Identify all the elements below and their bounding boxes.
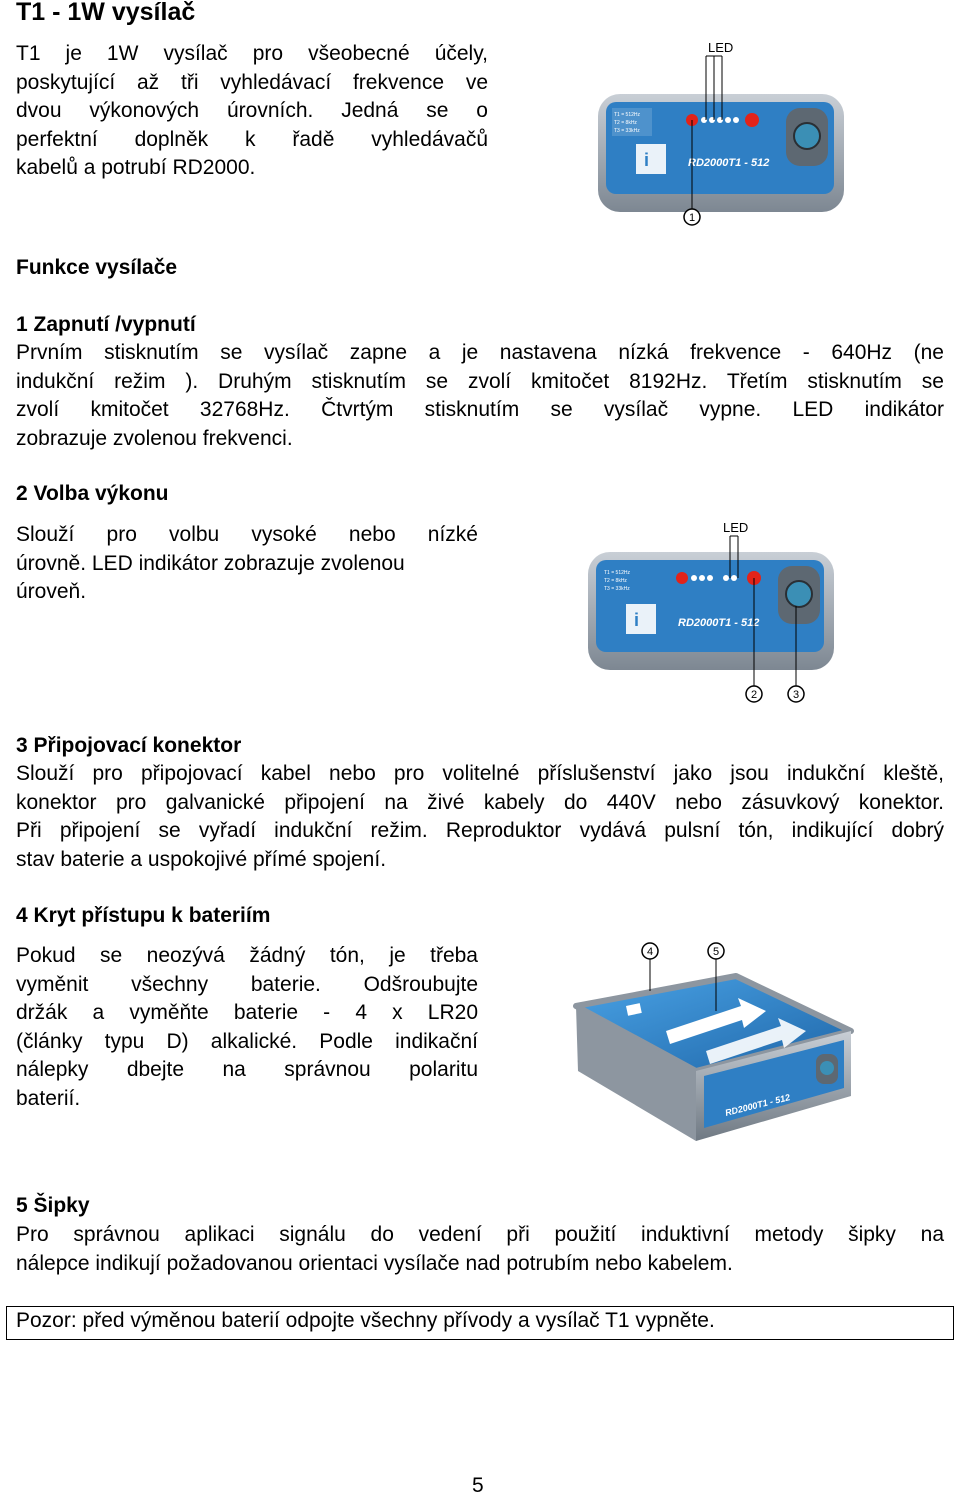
led-dot	[733, 117, 739, 123]
led-dot	[723, 575, 729, 581]
section-4-line: Pokud se neozývá žádný tón, je třeba	[16, 944, 478, 967]
section-2-body	[16, 521, 478, 607]
section-1-line: indukční režim ). Druhým stisknutím se zvolí kmitočet 8192Hz. Třetím stisknutím se	[16, 369, 944, 393]
section-3-heading: 3 Připojovací konektor	[16, 734, 242, 757]
intro-line: dvou výkonových úrovních. Jedná se o	[16, 99, 488, 122]
figure-front-panel-1	[596, 36, 856, 236]
page-title: T1 - 1W vysílač	[16, 0, 196, 26]
section-3-line: konektor pro galvanické připojení na živé kabely do 440V nebo zásuvkový konektor.	[16, 790, 944, 814]
section-2-line: úrovně. LED indikátor zobrazuje zvolenou	[16, 551, 405, 575]
section-2-line: úroveň.	[16, 580, 87, 603]
section-3-line: Při připojení se vyřadí indukční režim. Reproduktor vydává pulsní tón, indikující dobrý	[16, 819, 944, 842]
section-4-line: baterií.	[16, 1086, 81, 1110]
power-button	[676, 572, 688, 584]
intro-line: poskytující až tři vyhledávací frekvence ve	[16, 70, 488, 94]
led-label: LED	[708, 40, 734, 55]
section-4-body	[16, 942, 478, 1113]
panel-model-text: RD2000T1 - 512	[724, 1092, 792, 1118]
section-4-line: vyměnit všechny baterie. Odšroubujte	[16, 972, 478, 996]
section-2-heading: 2 Volba výkonu	[16, 482, 169, 505]
freq-label: T1 = 512Hz	[604, 570, 630, 576]
callout-1: 1	[688, 212, 696, 224]
section-5-line: Pro správnou aplikaci signálu do vedení při použití induktivní metody šipky na	[16, 1223, 944, 1246]
section-5-heading: 5 Šipky	[16, 1194, 90, 1217]
logo-mark	[636, 144, 666, 174]
callout-3: 3	[792, 689, 800, 701]
section-4-heading: 4 Kryt přístupu k bateriím	[16, 904, 271, 927]
section-5-body	[16, 1221, 944, 1278]
freq-label: T1 = 512Hz	[614, 112, 640, 118]
section-1-line: zvolí kmitočet 32768Hz. Čtvrtým stisknutím se vysílač vypne. LED indikátor	[16, 398, 944, 421]
led-dot	[699, 575, 705, 581]
functions-heading: Funkce vysílače	[16, 256, 178, 279]
svg-text:i: i	[634, 610, 640, 630]
led-dot	[731, 575, 737, 581]
led-label: LED	[723, 520, 749, 535]
svg-text:i: i	[644, 150, 650, 170]
section-4-line: nálepky dbejte na správnou polaritu	[16, 1058, 478, 1081]
section-2-line: Slouží pro volbu vysoké nebo nízké	[16, 523, 478, 546]
logo-mark	[626, 604, 656, 634]
intro-line: kabelů a potrubí RD2000.	[16, 156, 256, 179]
intro-line: T1 je 1W vysílač pro všeobecné účely,	[16, 42, 488, 65]
led-dot	[725, 117, 731, 123]
panel-model-text: RD2000T1 - 512	[688, 157, 770, 169]
callout-5: 5	[712, 946, 720, 958]
section-1-body	[16, 339, 944, 453]
device-isometric-illustration	[566, 936, 866, 1156]
intro-line: perfektní doplněk k řadě vyhledávačů	[16, 127, 488, 151]
freq-label: T2 = 8kHz	[604, 578, 627, 584]
section-4-line: (články typu D) alkalické. Podle indikační	[16, 1029, 478, 1053]
led-dot	[707, 575, 713, 581]
panel-model-text: RD2000T1 - 512	[678, 617, 760, 629]
section-3-line: Slouží pro připojovací kabel nebo pro volitelné příslušenství jako jsou indukční kleště,	[16, 762, 944, 785]
section-3-body	[16, 760, 944, 874]
freq-label: T3 = 33kHz	[604, 586, 630, 592]
warning-box	[6, 1306, 954, 1340]
section-5-line: nálepce indikují požadovanou orientaci vysílače nad potrubím nebo kabelem.	[16, 1251, 733, 1275]
callout-2: 2	[750, 689, 758, 701]
intro-paragraph	[16, 40, 488, 183]
freq-label: T2 = 8kHz	[614, 120, 637, 126]
device-front-illustration	[596, 36, 856, 236]
section-4-line: držák a vyměňte baterie - 4 x LR20	[16, 1001, 478, 1024]
power-level-button	[745, 113, 759, 127]
figure-front-panel-2	[586, 516, 848, 712]
callout-4: 4	[646, 946, 654, 958]
page-number: 5	[472, 1474, 484, 1497]
led-dot	[691, 575, 697, 581]
section-1-line: zobrazuje zvolenou frekvenci.	[16, 426, 293, 450]
device-front-illustration-2	[586, 516, 848, 712]
section-1-heading: 1 Zapnutí /vypnutí	[16, 313, 196, 336]
section-1-line: Prvním stisknutím se vysílač zapne a je nastavena nízká frekvence - 640Hz (ne	[16, 341, 944, 364]
figure-device-isometric	[566, 936, 866, 1156]
warning-text: Pozor: před výměnou baterií odpojte všechny přívody a vysílač T1 vypněte.	[16, 1309, 715, 1332]
section-3-line: stav baterie a uspokojivé přímé spojení.	[16, 847, 387, 871]
freq-label: T3 = 33kHz	[614, 128, 640, 134]
